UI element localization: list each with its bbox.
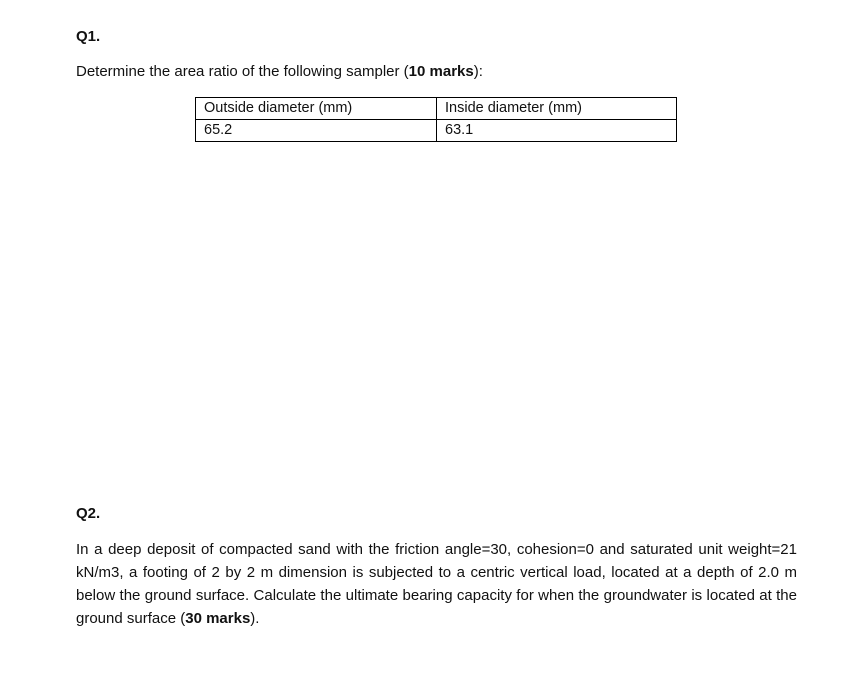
- table-row: [196, 120, 677, 142]
- question-2-marks: 30 marks: [185, 610, 251, 627]
- outside-diameter-header: Outside diameter (mm): [196, 98, 437, 120]
- question-2-body: [76, 538, 797, 630]
- question-2-body-end: ).: [250, 610, 260, 627]
- question-1-prompt-text: Determine the area ratio of the following sampler (: [76, 63, 409, 80]
- sampler-diameter-table: [195, 97, 677, 142]
- table-header-row: [196, 98, 677, 120]
- question-1-marks: 10 marks: [408, 63, 474, 80]
- question-1-heading: Q1.: [76, 28, 101, 45]
- outside-diameter-value: 65.2: [196, 120, 437, 142]
- inside-diameter-header: Inside diameter (mm): [437, 98, 677, 120]
- question-1-prompt: [76, 63, 483, 80]
- question-1-prompt-end: ):: [473, 63, 483, 80]
- inside-diameter-value: 63.1: [437, 120, 677, 142]
- question-2-body-text: In a deep deposit of compacted sand with the friction angle=30, cohesion=0 and saturated unit weight=21 kN/m3, a footing of 2 by 2 m dimension is subjected to a centric vertical load, located at a depth of 2.0 m below the ground surface. Calculate the ultimate bearing capacity for when the groundwater is located at the ground surface (: [76, 541, 797, 627]
- question-2-heading: Q2.: [76, 505, 101, 522]
